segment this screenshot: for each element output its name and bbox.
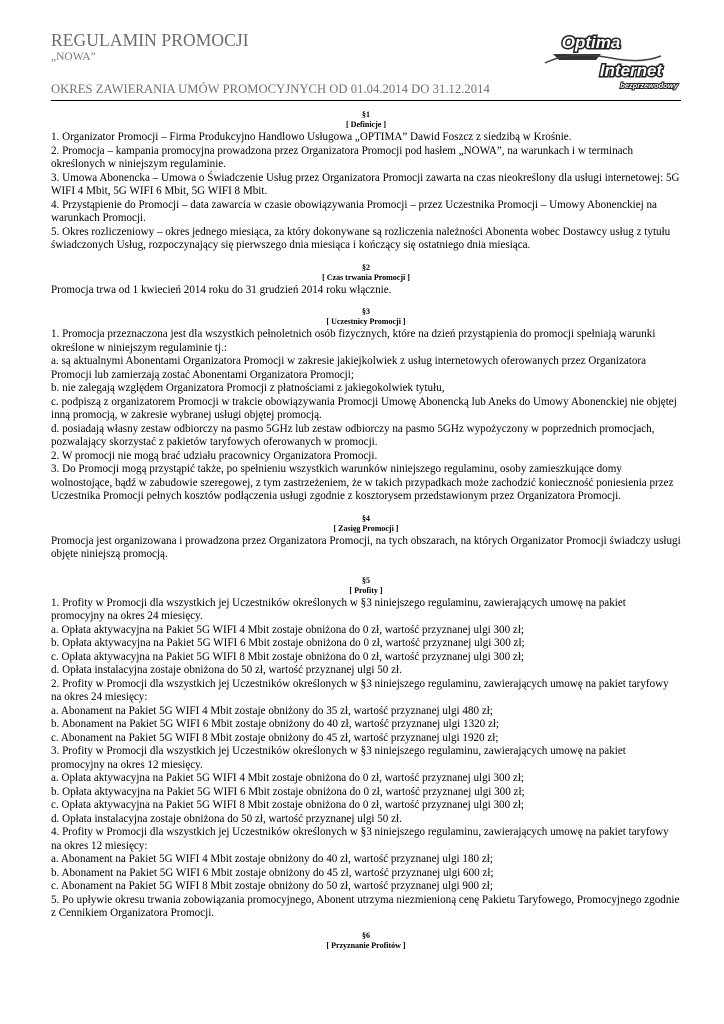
paragraph: a. Abonament na Pakiet 5G WIFI 4 Mbit zostaje obniżony do 35 zł, wartość przyznanej ulgi 480 zł; [51, 704, 493, 717]
section-spacer [51, 921, 681, 931]
paragraph: a. Opłata aktywacyjna na Pakiet 5G WIFI 4 Mbit zostaje obniżona do 0 zł, wartość przyznanej ulgi 300 zł; [51, 623, 524, 636]
promotion-name: „NOWA” [51, 51, 96, 63]
section [51, 263, 681, 298]
paragraph: 1. Profity w Promocji dla wszystkich jej Uczestników określonych w §3 niniejszego regulaminu, zawierających umowę na pakiet promocyjny na okres 24 miesięcy. [51, 596, 626, 622]
paragraph: Promocja trwa od 1 kwiecień 2014 roku do 31 grudzień 2014 roku włącznie. [51, 283, 392, 296]
section-heading: [ Definicje ] [346, 120, 386, 129]
section-heading: [ Przyznanie Profitów ] [326, 940, 406, 950]
paragraph: 4. Profity w Promocji dla wszystkich jej Uczestników określonych w §3 niniejszego regulaminu, zawierających umowę na pakiet taryfowy na okres 12 miesięcy: [51, 826, 669, 852]
section-number: §5 [362, 575, 370, 585]
paragraph: 1. Promocja przeznaczona jest dla wszystkich pełnoletnich osób fizycznych, które na dzień przystąpienia do promocji spełniają warunki określone w niniejszym regulaminie tj.: [51, 328, 656, 354]
paragraph: 5. Po upływie okresu trwania zobowiązania promocyjnego, Abonent utrzyma niezmienioną cenę Pakietu Taryfowego, Promocyjnego zgodnie z Cennikiem Organizatora Promocji. [51, 893, 680, 919]
section-spacer [51, 504, 681, 514]
section-number: §3 [362, 307, 370, 316]
header-divider [51, 100, 681, 101]
section-number: §2 [362, 262, 370, 272]
paragraph: c. podpiszą z organizatorem Promocji w trakcie obowiązywania Promocji Umowę Abonencką lub Aneks do Umowy Abonenckiej nie objętej inną promocją, w zakresie wybranej usługi objętej promocją. [51, 395, 677, 421]
paragraph: d. Opłata instalacyjna zostaje obniżona do 50 zł, wartość przyznanej ulgi 50 zł. [51, 812, 402, 825]
section-number: §1 [362, 110, 370, 119]
section-heading: [ Uczestnicy Promocji ] [326, 317, 406, 326]
section-heading: [ Czas trwania Promocji ] [322, 272, 410, 282]
paragraph: a. Abonament na Pakiet 5G WIFI 4 Mbit zostaje obniżony do 40 zł, wartość przyznanej ulgi 180 zł; [51, 853, 493, 865]
paragraph: c. Abonament na Pakiet 5G WIFI 8 Mbit zostaje obniżony do 50 zł, wartość przyznanej ulgi 900 zł; [51, 880, 493, 892]
paragraph: 3. Profity w Promocji dla wszystkich jej Uczestników określonych w §3 niniejszego regulaminu, zawierających umowę na pakiet promocyjny na okres 12 miesięcy. [51, 745, 626, 771]
paragraph: b. Opłata aktywacyjna na Pakiet 5G WIFI 6 Mbit zostaje obniżona do 0 zł, wartość przyznanej ulgi 300 zł; [51, 785, 525, 798]
paragraph: b. Opłata aktywacyjna na Pakiet 5G WIFI 6 Mbit zostaje obniżona do 0 zł, wartość przyznanej ulgi 300 zł; [51, 637, 525, 649]
section-heading: [ Zasięg Promocji ] [333, 523, 399, 533]
paragraph: a. Opłata aktywacyjna na Pakiet 5G WIFI 4 Mbit zostaje obniżona do 0 zł, wartość przyznanej ulgi 300 zł; [51, 772, 524, 784]
promotion-period: OKRES ZAWIERANIA UMÓW PROMOCYJNYCH OD 01.04.2014 DO 31.12.2014 [51, 82, 490, 96]
paragraph: 5. Okres rozliczeniowy – okres jednego miesiąca, za który dokonywane są rozliczenia należności Abonenta wobec Dostawcy usług z tytułu świadczonych Usług, rozpoczynający się pierwszego dnia miesiąca i kończący się ostatniego dnia miesiąca. [51, 225, 671, 251]
paragraph: Promocja jest organizowana i prowadzona przez Organizatora Promocji, na tych obszarach, na których Organizator Promocji świadczy usługi objęte niniejszą promocją. [51, 534, 681, 560]
section-spacer [51, 297, 681, 307]
paragraph: a. są aktualnymi Abonentami Organizatora Promocji w zakresie jakiejkolwiek z usług internetowych oferowanych przez Organizatora Promocji lub zamierzają zostać Abonentami Organizatora Promocji; [51, 355, 647, 381]
paragraph: d. Opłata instalacyjna zostaje obniżona do 50 zł, wartość przyznanej ulgi 50 zł. [51, 664, 402, 676]
section-number: §6 [362, 930, 370, 940]
paragraph: c. Abonament na Pakiet 5G WIFI 8 Mbit zostaje obniżony do 45 zł, wartość przyznanej ulgi 1920 zł; [51, 731, 499, 744]
document-title: REGULAMIN PROMOCJI [51, 30, 249, 50]
paragraph: b. Abonament na Pakiet 5G WIFI 6 Mbit zostaje obniżony do 40 zł, wartość przyznanej ulgi 1320 zł; [51, 718, 500, 730]
section [51, 307, 681, 504]
section-heading: [ Profity ] [349, 585, 383, 595]
document-body [51, 110, 681, 952]
paragraph: 2. Promocja – kampania promocyjna prowadzona przez Organizatora Promocji pod hasłem „NOWA”, na warunkach i w terminach określonych w niniejszym regulaminie. [51, 144, 634, 170]
section [51, 110, 681, 253]
logo-word-bezprzewodowy: bezprzewodowy [620, 81, 678, 90]
paragraph: 2. Profity w Promocji dla wszystkich jej Uczestników określonych w §3 niniejszego regulaminu, zawierających umowę na pakiet taryfowy na okres 24 miesięcy: [51, 677, 669, 703]
paragraph: 3. Do Promocji mogą przystąpić także, po spełnieniu wszystkich warunków niniejszego regulaminu, osoby zamieszkujące domy wolnostojące, bądź w zabudowie szeregowej, z tym zastrzeżeniem, że w takich przypadkach może zachodzić konieczność poniesienia przez Uczestnika Promocji pełnych kosztów podłączenia usługi zgodnie z kosztorysem przedstawionym przez Organizatora Promocji. [51, 463, 674, 502]
section-spacer [51, 562, 681, 576]
paragraph: b. Abonament na Pakiet 5G WIFI 6 Mbit zostaje obniżony do 45 zł, wartość przyznanej ulgi 600 zł; [51, 866, 494, 879]
section-number: §4 [362, 513, 370, 523]
paragraph: d. posiadają własny zestaw odbiorczy na pasmo 5GHz lub zestaw odbiorczy na pasmo 5GHz wypożyczony w poprzednich promocjach, pozwalający skorzystać z pakietów taryfowych oferowanych w promocji. [51, 422, 655, 448]
section-spacer [51, 253, 681, 263]
document-header [51, 30, 681, 100]
paragraph: b. nie zalegają względem Organizatora Promocji z płatnościami z jakiegokolwiek tytułu, [51, 382, 445, 394]
paragraph: 3. Umowa Abonencka – Umowa o Świadczenie Usług przez Organizatora Promocji zawarta na czas nieokreślony dla usługi internetowej: 5G WIFI 4 Mbit, 5G WIFI 6 Mbit, 5G WIFI 8 Mbit. [51, 171, 680, 197]
paragraph: 4. Przystąpienie do Promocji – data zawarcia w czasie obowiązywania Promocji – przez Uczestnika Promocji – Umowy Abonenckiej na warunkach Promocji. [51, 198, 657, 224]
section [51, 576, 681, 921]
paragraph: c. Opłata aktywacyjna na Pakiet 5G WIFI 8 Mbit zostaje obniżona do 0 zł, wartość przyznanej ulgi 300 zł; [51, 799, 524, 811]
paragraph: 2. W promocji nie mogą brać udziału pracownicy Organizatora Promocji. [51, 449, 378, 462]
section [51, 514, 681, 562]
optima-internet-logo [541, 30, 681, 100]
paragraph: 1. Organizator Promocji – Firma Produkcyjno Handlowo Usługowa „OPTIMA” Dawid Foszcz z siedzibą w Krośnie. [51, 131, 572, 143]
section [51, 931, 681, 951]
paragraph: c. Opłata aktywacyjna na Pakiet 5G WIFI 8 Mbit zostaje obniżona do 0 zł, wartość przyznanej ulgi 300 zł; [51, 650, 524, 663]
logo-word-optima: Optima [561, 33, 621, 52]
logo-word-internet: Internet [599, 61, 663, 80]
